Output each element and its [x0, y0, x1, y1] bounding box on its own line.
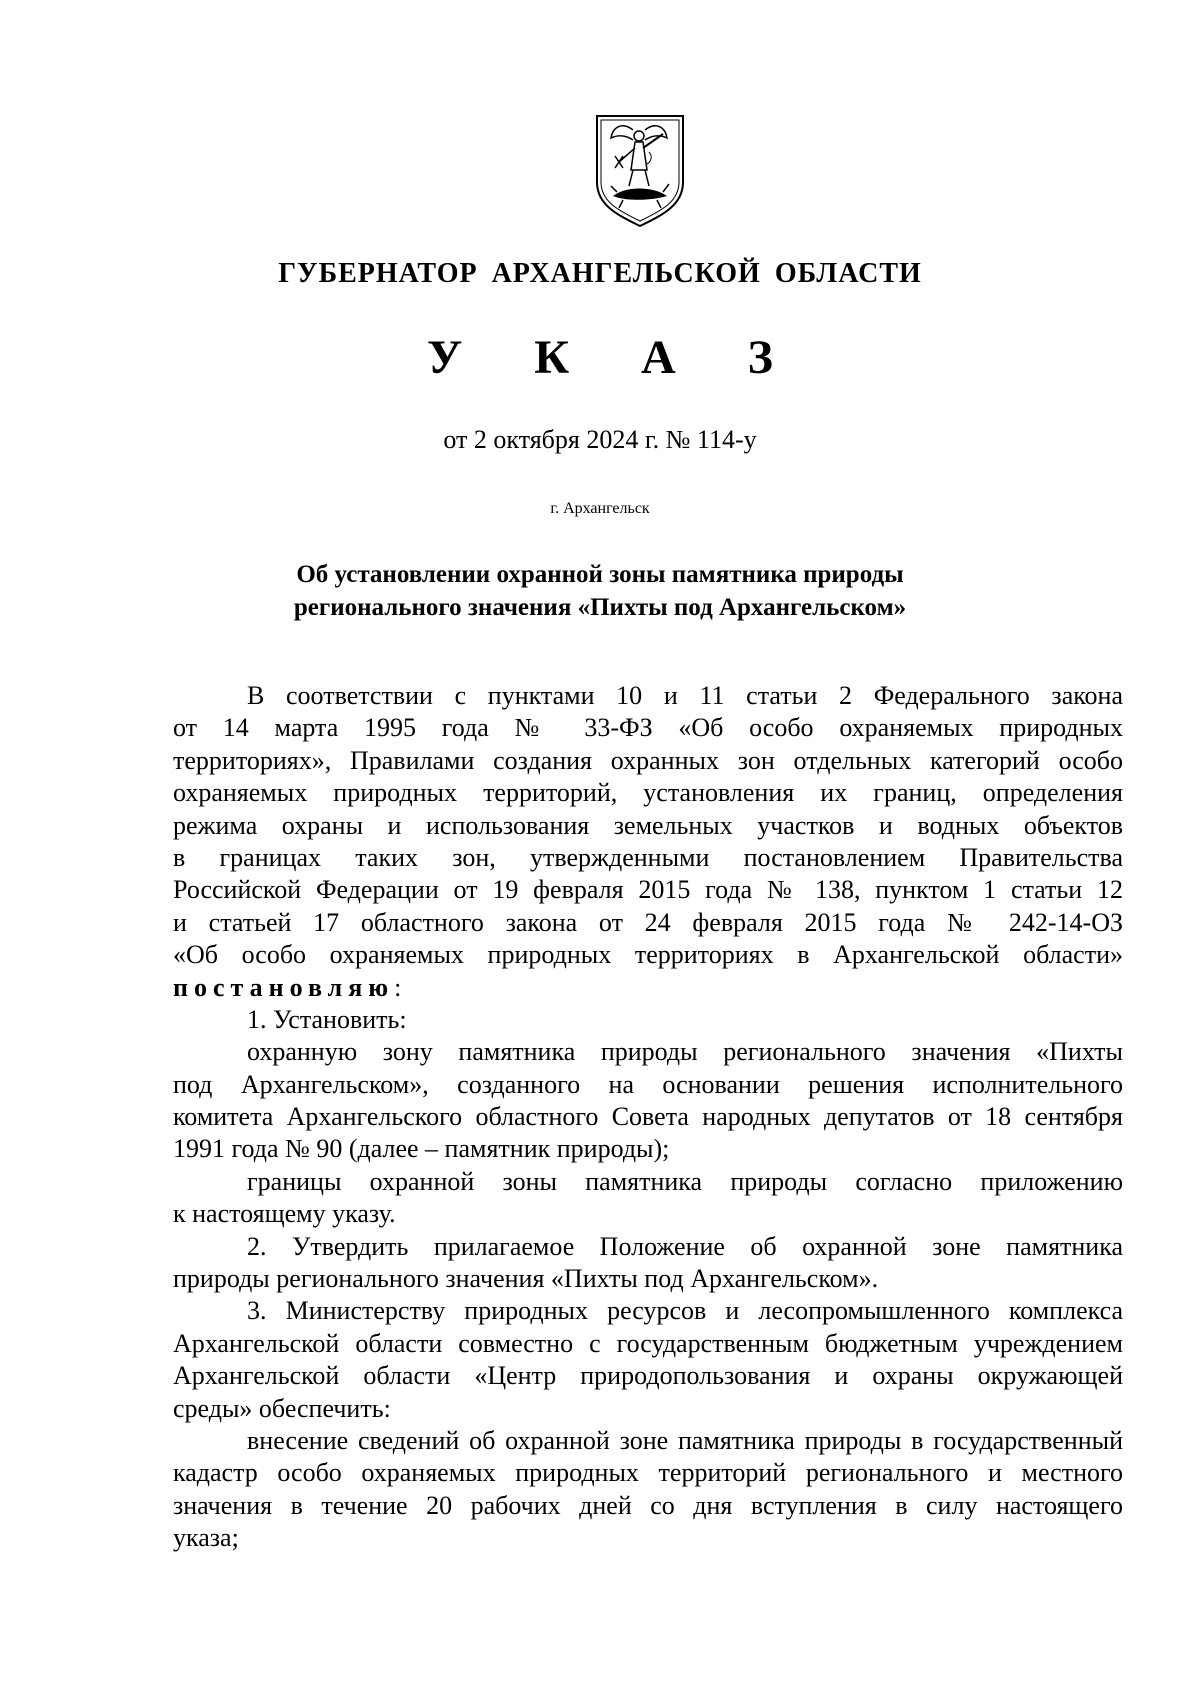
- body-line: территориях», Правилами создания охранных зон отдельных категорий особо: [173, 745, 1123, 775]
- body-line: природы регионального значения «Пихты под Архангельском».: [173, 1264, 879, 1294]
- body-line: 3. Министерству природных ресурсов и лесопромышленного комплекса: [247, 1296, 1123, 1326]
- decree-line: [173, 972, 1123, 1004]
- body-line: среды» обеспечить:: [173, 1393, 391, 1423]
- body-line: 1991 года № 90 (далее – памятник природы);: [173, 1134, 670, 1164]
- body-line: охраняемых природных территорий, установления их границ, определения: [173, 778, 1123, 808]
- body-line: от 14 марта 1995 года № 33-ФЗ «Об особо охраняемых природных: [173, 713, 1123, 743]
- body-line: охранную зону памятника природы регионального значения «Пихты: [247, 1037, 1123, 1067]
- body-line: комитета Архангельского областного Совета народных депутатов от 18 сентября: [173, 1102, 1123, 1132]
- body-line: и статьей 17 областного закона от 24 февраля 2015 года № 242-14-ОЗ: [173, 907, 1123, 937]
- body-line: в границах таких зон, утвержденными постановлением Правительства: [173, 842, 1123, 872]
- body-line: под Архангельском», созданного на основании решения исполнительного: [173, 1069, 1123, 1099]
- body-line: кадастр особо охраняемых природных территорий регионального и местного: [173, 1458, 1123, 1488]
- body-line: границы охранной зоны памятника природы согласно приложению: [247, 1166, 1123, 1196]
- title-line: Об установлении охранной зоны памятника природы: [296, 561, 904, 588]
- body-line: значения в течение 20 рабочих дней со дня вступления в силу настоящего: [173, 1490, 1123, 1520]
- document-title: [200, 558, 1000, 624]
- body-line: 2. Утвердить прилагаемое Положение об охранной зоне памятника: [247, 1231, 1123, 1261]
- decree-colon: :: [394, 972, 402, 1002]
- body-line: «Об особо охраняемых природных территориях в Архангельской области»: [173, 940, 1123, 970]
- body-line: Российской Федерации от 19 февраля 2015 года № 138, пунктом 1 статьи 12: [173, 875, 1123, 905]
- body-line: Архангельской области совместно с государственным бюджетным учреждением: [173, 1328, 1123, 1358]
- arkhangelsk-coat-of-arms-icon: [593, 112, 687, 230]
- authority-heading: ГУБЕРНАТОР АРХАНГЕЛЬСКОЙ ОБЛАСТИ: [278, 258, 922, 289]
- document-date-number: от 2 октября 2024 г. № 114-у: [443, 425, 757, 454]
- body-line: В соответствии с пунктами 10 и 11 статьи 2 Федерального закона: [247, 681, 1123, 710]
- body-line: внесение сведений об охранной зоне памятника природы в государственный: [247, 1425, 1123, 1455]
- body-line: к настоящему указу.: [173, 1199, 396, 1229]
- document-city: г. Архангельск: [550, 500, 650, 517]
- body-line: указа;: [173, 1523, 239, 1553]
- body-line: режима охраны и использования земельных участков и водных объектов: [173, 810, 1123, 840]
- decree-word: постановляю: [173, 972, 395, 1002]
- body-line: Архангельской области «Центр природопользования и охраны окружающей: [173, 1361, 1123, 1391]
- title-line: регионального значения «Пихты под Архангельском»: [293, 594, 907, 621]
- body-line: 1. Установить:: [247, 1004, 407, 1034]
- document-body: [173, 680, 1123, 1555]
- document-type-heading: У К А З: [426, 331, 804, 384]
